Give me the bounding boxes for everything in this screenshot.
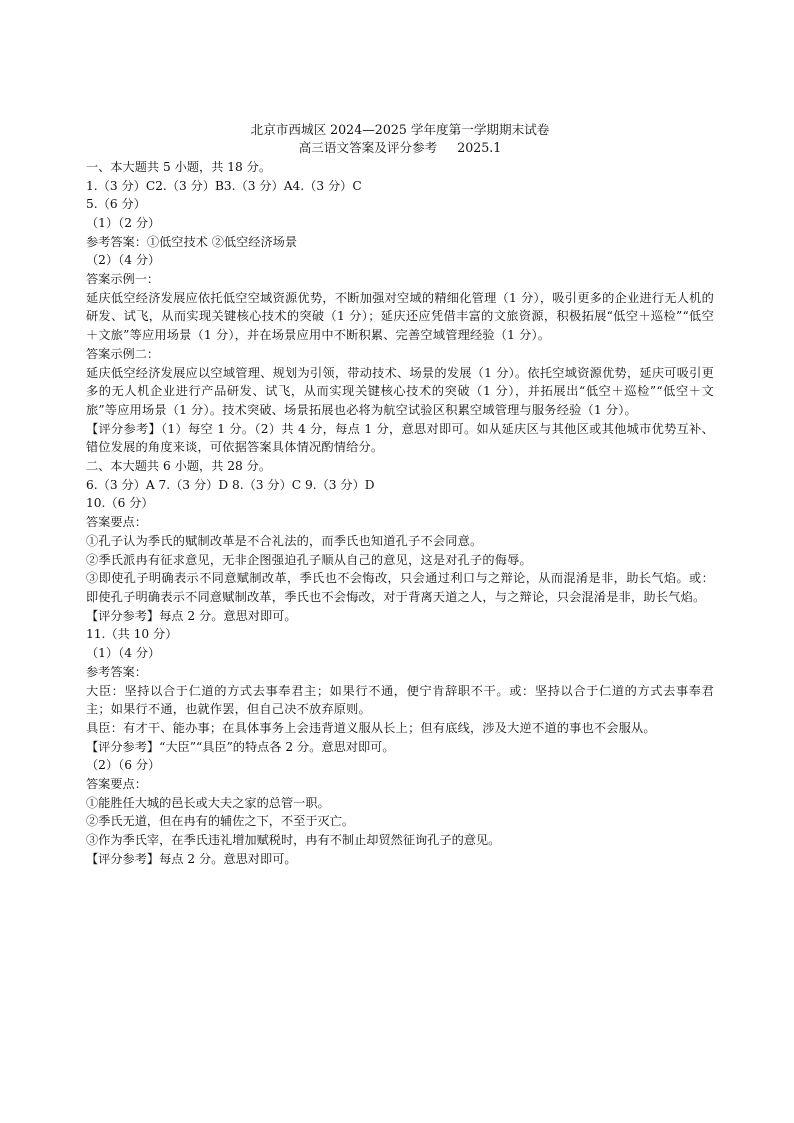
subtitle-text: 高三语文答案及评分参考	[298, 140, 438, 156]
q11-part2-label: （2）（6 分）	[86, 758, 161, 773]
q11-scoring1: 【评分参考】“大臣”“具臣”的特点各 2 分。意思对即可。	[86, 739, 395, 754]
q5-scoring: 【评分参考】（1）每空 1 分。（2）共 4 分，每点 1 分，意思对即可。如从延庆区与其他区或其他城市优势互补、错位发展的角度来谈，可依据答案具体情况酌情给分。	[86, 421, 714, 455]
q5-part1-answer: 参考答案：①低空技术 ②低空经济场景	[86, 234, 298, 249]
q11-points-label: 答案要点：	[86, 777, 147, 792]
q10-point2: ②季氏派冉有征求意见，无非企图强迫孔子顺从自己的意见，这是对孔子的侮辱。	[86, 552, 532, 567]
q5-part2-label: （2）（4 分）	[86, 253, 161, 268]
answers-6-9: 6.（3 分）A 7.（3 分）D 8.（3 分）C 9.（3 分）D	[86, 477, 375, 492]
q5-example1-text: 延庆低空经济发展应依托低空空域资源优势，不断加强对空域的精细化管理（1 分），吸引更多的企业进行无人机的研发、试飞，从而实现关键核心技术的突破（1 分）；延庆还应凭借丰富的文旅资源，积极拓展“低空＋巡检”“低空＋文旅”等应用场景（1 分），并在场景应用中不断积累、完善空域管理经验（1 分）。	[86, 290, 714, 343]
q11-part1-label: （1）（4 分）	[86, 646, 161, 661]
document-date: 2025.1	[457, 140, 502, 156]
q5-label: 5.（6 分）	[86, 197, 146, 212]
q5-part1-label: （1）（2 分）	[86, 215, 161, 230]
q11-juchen: 具臣：有才干、能办事；在具体事务上会违背道义服从长上；但有底线，涉及大逆不道的事也不会服从。	[86, 720, 656, 735]
section1-heading: 一、本大题共 5 小题，共 18 分。	[86, 159, 272, 174]
q11-point1: ①能胜任大城的邑长或大夫之家的总管一职。	[86, 795, 330, 810]
q11-label: 11.（共 10 分）	[86, 627, 178, 642]
document-title: 北京市西城区 2024—2025 学年度第一学期期末试卷	[250, 122, 550, 137]
q11-point3: ③作为季氏宰，在季氏违礼增加赋税时，冉有不制止却贸然征询孔子的意见。	[86, 833, 501, 848]
answer-document	[86, 121, 714, 869]
q10-points-label: 答案要点：	[86, 515, 147, 530]
answers-1-4: 1.（3 分）C2.（3 分）B3.（3 分）A4.（3 分）C	[86, 178, 362, 193]
section2-heading: 二、本大题共 6 小题，共 28 分。	[86, 459, 272, 474]
document-subtitle	[86, 139, 714, 157]
q10-point1: ①孔子认为季氏的赋制改革是不合礼法的，而季氏也知道孔子不会同意。	[86, 533, 483, 548]
q10-point3: ③即使孔子明确表示不同意赋制改革，季氏也不会悔改，只会通过利口与之辩论，从而混淆是非，助长气焰。或：即使孔子明确表示不同意赋制改革，季氏也不会悔改，对于背离天道之人，与之辩论，只会混淆是非，助长气焰。	[86, 571, 714, 604]
q11-point2: ②季氏无道，但在冉有的辅佐之下，不至于灭亡。	[86, 814, 355, 829]
q11-dachen: 大臣：坚持以合于仁道的方式去事奉君主；如果行不通，便宁肯辞职不干。或：坚持以合于仁道的方式去事奉君主；如果行不通，也就作罢，但自己决不放弃原则。	[86, 683, 714, 717]
q5-example2-text: 延庆低空经济发展应以空域管理、规划为引领，带动技术、场景的发展（1 分）。依托空域资源优势，延庆可吸引更多的无人机企业进行产品研发、试飞，从而实现关键核心技术的突破（1 分），并拓展出“低空＋巡检”“低空＋文旅”等应用场景（1 分）。技术突破、场景拓展也必将为航空试验区积累空域管理与服务经验（1 分）。	[86, 365, 714, 417]
q5-example2-label: 答案示例二：	[86, 346, 160, 361]
q11-scoring2: 【评分参考】每点 2 分。意思对即可。	[86, 851, 297, 866]
q10-label: 10.（6 分）	[86, 496, 154, 511]
q11-answer-label: 参考答案：	[86, 664, 147, 679]
q5-example1-label: 答案示例一：	[86, 272, 160, 287]
q10-scoring: 【评分参考】每点 2 分。意思对即可。	[86, 608, 297, 623]
